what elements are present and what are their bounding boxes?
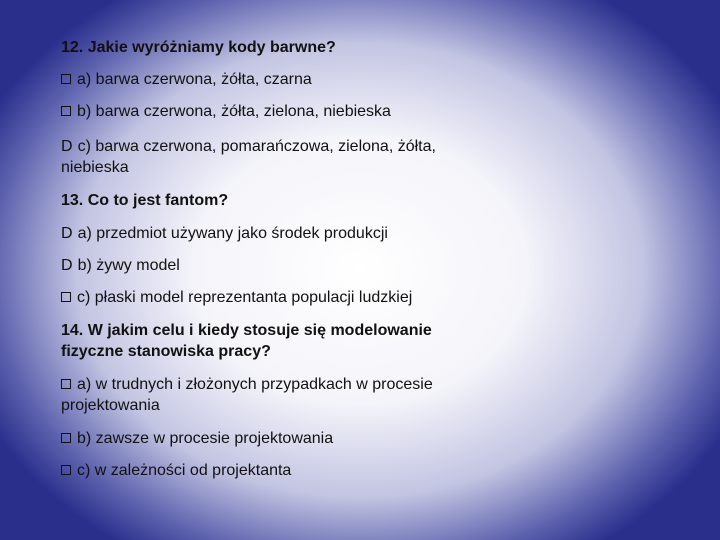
question-12-answer-c (61, 136, 501, 178)
question-14-title: 14. W jakim celu i kiedy stosuje się modelowanie fizyczne stanowiska pracy? (61, 322, 432, 360)
answer-text: c) w zależności od projektanta (77, 462, 292, 479)
answer-text: b) zawsze w procesie projektowania (77, 430, 334, 447)
answer-text: a) w trudnych i złożonych przypadkach w procesie projektowania (61, 376, 433, 414)
question-12-answer-b (61, 101, 391, 122)
checkbox-icon (61, 379, 71, 389)
checkbox-icon (61, 74, 71, 84)
checkbox-icon (61, 433, 71, 443)
answer-text: c) płaski model reprezentanta populacji ludzkiej (77, 289, 413, 306)
question-13-answer-a (61, 223, 388, 244)
question-14-answer-a (61, 374, 491, 416)
answer-marker: D (61, 257, 73, 274)
question-12-title: 12. Jakie wyróżniamy kody barwne? (61, 39, 336, 56)
question-13-title: 13. Co to jest fantom? (61, 192, 229, 209)
question-13-answer-c (61, 287, 412, 308)
answer-text: a) barwa czerwona, żółta, czarna (77, 71, 312, 88)
answer-text: c) barwa czerwona, pomarańczowa, zielona, żółta, niebieska (61, 138, 436, 176)
question-13-answer-b (61, 255, 180, 276)
checkbox-icon (61, 106, 71, 116)
question-14-answer-b (61, 428, 333, 449)
answer-marker: D (61, 225, 73, 242)
answer-text: b) barwa czerwona, żółta, zielona, niebieska (77, 103, 391, 120)
answer-text: a) przedmiot używany jako środek produkcji (77, 225, 388, 242)
question-12-answer-a (61, 69, 312, 90)
question-14-answer-c (61, 460, 291, 481)
answer-marker: D (61, 138, 73, 155)
checkbox-icon (61, 292, 71, 302)
answer-text: b) żywy model (77, 257, 180, 274)
checkbox-icon (61, 465, 71, 475)
